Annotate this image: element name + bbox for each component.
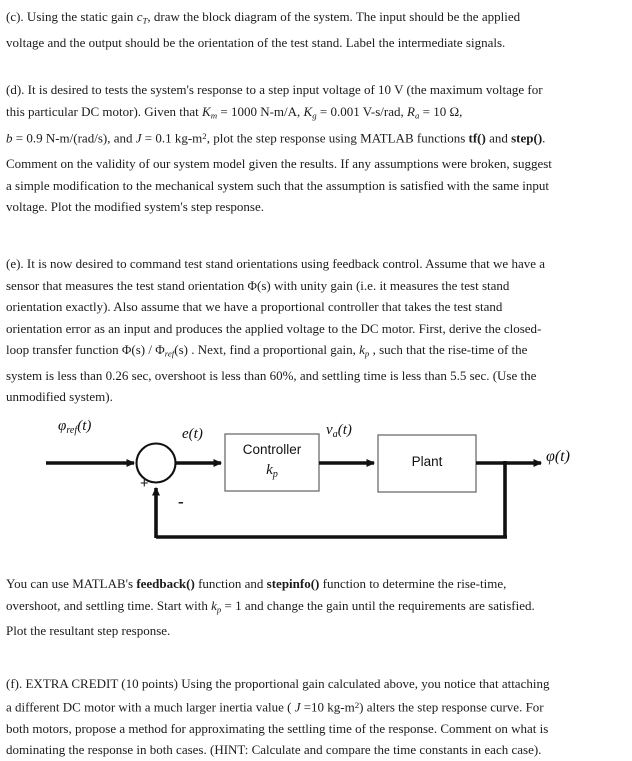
value-kg: = 0.001 V-s/rad, (316, 103, 408, 119)
kp-glyph: k (266, 462, 273, 478)
symbol-kp-matlab-sub: p (216, 603, 222, 614)
voltage-glyph: v (326, 422, 333, 438)
part-d-tail-a: , plot the step response using MATLAB functions (206, 131, 469, 147)
part-f-line-1: (f). EXTRA CREDIT (10 points) Using the proportional gain calculated above, you notice that attaching (6, 676, 550, 691)
output-glyph: φ(t) (546, 448, 570, 465)
controller-block-label: Controller (242, 442, 302, 457)
part-c-text-b: , draw the block diagram of the system. The input should be the applied (147, 9, 521, 24)
matlab-text-c: function to determine the rise-time, (319, 576, 507, 591)
part-e-line-2 (2, 275, 632, 297)
voltage-sub: a (332, 428, 338, 440)
value-km: = 1000 N-m/A, (217, 103, 304, 119)
label-sum-plus: + (140, 476, 149, 492)
label-error-signal (182, 426, 203, 443)
symbol-km-subscript: m (210, 109, 218, 120)
comment-line-2: a simple modification to the mechanical system such that the assumption is satisfied with the same input (6, 177, 550, 193)
part-e-text-e: , such that the rise-time of the (369, 342, 528, 357)
phi-ref-sub: ref (66, 424, 78, 436)
value-b: = 0.9 N-m/(rad/s), and (12, 131, 136, 147)
matlab-line-3: Plot the resultant step response. (6, 623, 171, 639)
paragraph-part-d (0, 79, 632, 150)
part-e-text-a: sensor that measures the test stand orientation (6, 277, 248, 293)
paragraph-matlab-instructions (0, 573, 632, 642)
symbol-static-gain (137, 9, 148, 24)
phi-ref-base: Φ (155, 342, 165, 357)
part-d-tail-b: and (485, 131, 512, 147)
part-d-line-1: (d). It is desired to tests the system's response to a step input voltage of 10 V (the maximum voltage for (6, 82, 543, 97)
part-c-line-1 (2, 6, 632, 32)
symbol-ra-base: R (407, 103, 415, 119)
label-armature-voltage (326, 422, 352, 440)
matlab-text-d: overshoot, and settling time. Start with (6, 597, 212, 613)
phi-ref-arg: (t) (77, 418, 92, 434)
plant-block-label: Plant (411, 454, 443, 469)
part-f-j-exponent: 2 (354, 699, 360, 710)
symbol-j-part-f: J (294, 699, 301, 715)
part-f-text-b: =10 kg-m (300, 699, 355, 715)
label-phi-ref-input (58, 418, 91, 436)
value-ra: = 10 (419, 103, 450, 119)
part-f-text-a: a different DC motor with a much larger inertia value ( (6, 699, 295, 715)
matlab-function-tf: tf() (468, 131, 486, 147)
phi-ref-argument: (s) (174, 342, 188, 357)
symbol-ohm: Ω (449, 103, 460, 119)
symbol-b: b (6, 131, 13, 147)
part-e-text-b: with unity gain (i.e. it measures the test stand (270, 277, 510, 293)
symbol-kp-matlab-base: k (211, 597, 217, 613)
symbol-kg-base: K (303, 103, 313, 119)
transfer-function-slash: / (145, 342, 156, 357)
symbol-ra (407, 104, 419, 119)
kp-sub: p (272, 468, 278, 480)
value-j-exponent: 2 (202, 131, 207, 142)
paragraph-part-e (0, 253, 632, 408)
comment-line-3: voltage. Plot the modified system's step response. (6, 199, 264, 214)
voltage-arg: (t) (337, 422, 352, 438)
label-sum-minus: - (178, 492, 184, 511)
matlab-function-step: step() (511, 131, 543, 147)
symbol-km-base: K (202, 103, 211, 119)
part-f-text-c: ) alters the step response curve. For (359, 699, 544, 715)
comment-line-1: Comment on the validity of our system model given the results. If any assumptions were broken, suggest (6, 156, 552, 171)
part-f-line-4: dominating the response in both cases. (HINT: Calculate and compare the time constants in each case). (6, 742, 542, 758)
symbol-c-subscript: T (142, 15, 148, 26)
symbol-km (202, 104, 217, 119)
part-d-line-3 (2, 126, 632, 149)
part-d-text-a: this particular DC motor). Given that (6, 103, 203, 119)
phi-ref-subscript: ref (164, 348, 175, 359)
part-d-line-2 (2, 101, 632, 127)
part-e-line-7: unmodified system). (6, 389, 113, 405)
part-e-text-d: . Next, find a proportional gain, (187, 342, 360, 357)
phi-ref-glyph: φ (58, 418, 67, 434)
part-e-line-5 (2, 339, 632, 365)
value-ra-end: , (459, 103, 463, 119)
transfer-function-denominator (155, 342, 188, 357)
symbol-kg-subscript: g (312, 109, 317, 120)
symbol-kp-base: k (359, 342, 365, 357)
symbol-c: c (136, 9, 143, 24)
symbol-j: J (135, 131, 142, 147)
controller-block-gain-label (225, 462, 319, 480)
symbol-ra-subscript: a (414, 109, 420, 120)
symbol-kp-subscript: p (364, 348, 370, 359)
part-c-line-2: voltage and the output should be the orientation of the test stand. Label the intermediate signals. (6, 34, 506, 50)
paragraph-comment (0, 153, 632, 218)
error-signal-glyph: e(t) (182, 426, 203, 442)
matlab-text-e: = 1 and change the gain until the requirements are satisfied. (221, 597, 535, 613)
part-c-text-a: (c). Using the static gain (6, 9, 137, 24)
part-e-line-3: orientation exactly). Also assume that we have a proportional controller that takes the test stand (6, 299, 503, 314)
part-e-line-1: (e). It is now desired to command test stand orientations using feedback control. Assume that we have a (6, 256, 545, 271)
matlab-function-stepinfo: stepinfo() (266, 576, 320, 591)
part-f-line-3: both motors, propose a method for approximating the settling time of the response. Comment on what is (6, 720, 549, 736)
label-output-orientation (546, 448, 570, 466)
symbol-kp-inline (359, 342, 369, 357)
transfer-function-numerator: Φ(s) (121, 342, 146, 357)
symbol-phi-s: Φ(s) (247, 277, 271, 293)
matlab-text-a: You can use MATLAB's (6, 576, 137, 591)
symbol-kp-matlab (211, 598, 221, 613)
symbol-kg (304, 104, 317, 119)
value-j: = 0.1 kg-m (141, 131, 203, 147)
matlab-line-1 (2, 573, 632, 595)
matlab-function-feedback: feedback() (136, 576, 195, 591)
block-diagram-feedback-control (0, 404, 632, 554)
paragraph-part-c (0, 6, 632, 53)
part-f-line-2 (2, 695, 632, 718)
part-e-text-c: loop transfer function (6, 342, 122, 357)
matlab-text-b: function and (194, 576, 267, 591)
paragraph-part-f (0, 673, 632, 761)
part-d-tail-c: . (542, 131, 546, 147)
matlab-line-2 (2, 595, 632, 621)
part-e-line-6: system is less than 0.26 sec, overshoot is less than 60%, and settling time is less than 5.5 sec. (Use the (6, 367, 537, 383)
part-e-line-4: orientation error as an input and produces the applied voltage to the DC motor. First, derive the closed- (6, 320, 542, 336)
